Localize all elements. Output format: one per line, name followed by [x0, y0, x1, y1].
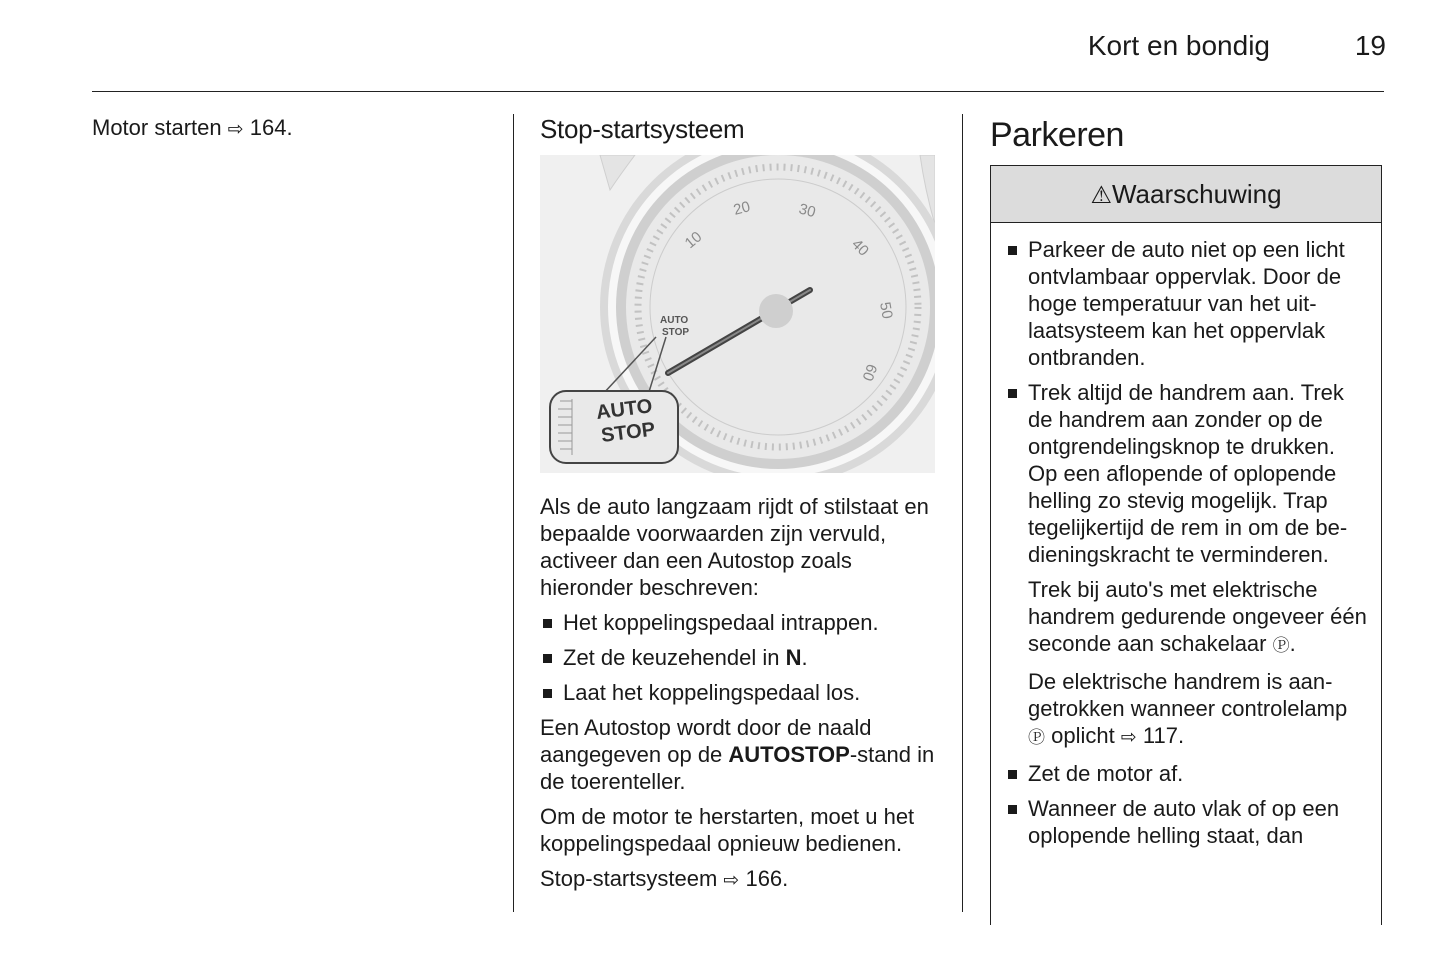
warning-triangle-icon: ⚠	[1090, 181, 1112, 209]
restart-paragraph: Om de motor te herstarten, moet u het koppelingspedaal opnieuw bedienen.	[540, 804, 915, 856]
reference-arrow-icon: ⇨	[1120, 726, 1137, 748]
dial-autostop-label-line1: AUTO	[660, 315, 689, 326]
inset-autostop-label-line2: STOP	[599, 418, 657, 447]
dial-number-40: 40	[848, 235, 872, 260]
warning-item-flammable-surface: Parkeer de auto niet op een licht ontvlambaar oppervlak. Door de hoge temperatuur van het uitlaatsysteem kan het oppervlak ontbranden.	[1005, 236, 1367, 371]
indicator-text-mid: oplicht	[1051, 723, 1115, 748]
dial-autostop-label-line2: STOP	[662, 327, 690, 338]
section-heading-stop-start: Stop-startsysteem	[540, 114, 745, 144]
column-1	[92, 114, 492, 151]
tachometer-illustration	[540, 155, 935, 473]
autostop-text: Een Autostop wordt door de naald aangegeven op de	[540, 715, 872, 767]
column-2	[540, 114, 940, 902]
warning-item-slope: Wanneer de auto vlak of op een oplopende helling staat, dan	[1005, 795, 1367, 849]
page-number: 19	[1354, 30, 1386, 61]
dial-number-50: 50	[876, 300, 896, 321]
header-rule	[92, 91, 1384, 92]
warning-title: Waarschuwing	[1111, 179, 1282, 209]
motor-start-text: Motor starten	[92, 115, 222, 140]
dial-number-20: 20	[731, 198, 753, 219]
dial-number-10: 10	[681, 228, 706, 253]
parking-brake-icon: Ⓟ	[1028, 728, 1045, 748]
autostop-paragraph	[540, 714, 940, 795]
column-3	[990, 114, 1385, 925]
electric-handbrake-indicator	[1005, 668, 1367, 752]
warning-body	[991, 223, 1381, 849]
indicator-page-ref[interactable]: 117.	[1142, 723, 1185, 748]
indicator-text: De elektrische handrem is aangetrokken wanneer controlelamp	[1028, 669, 1348, 721]
stop-start-page-ref[interactable]: 166.	[745, 866, 789, 891]
list-item	[540, 644, 940, 671]
warning-header	[991, 166, 1381, 223]
warning-box	[990, 165, 1382, 925]
column-divider-2	[962, 114, 963, 912]
electric-handbrake-instruction	[1005, 576, 1367, 660]
list-item: Het koppelingspedaal intrappen.	[540, 609, 940, 636]
dial-number-60: 60	[858, 361, 881, 384]
reference-arrow-icon: ⇨	[723, 869, 740, 891]
dial-number-30: 30	[796, 200, 818, 222]
running-header-title: Kort en bondig	[1087, 30, 1270, 61]
electric-handbrake-text: Trek bij auto's met elektrische handrem gedurende ongeveer één seconde aan schakelaar	[1028, 577, 1367, 656]
autostop-bold: AUTOSTOP	[728, 742, 850, 767]
warning-item-handbrake: Trek altijd de handrem aan. Trek de handrem aan zonder op de ontgrendelingsknop te drukken. Op een aflopende of oplopende helling zo stevig mogelijk. Trap tegelijkertijd de rem in om de bedieningskracht te verminderen.	[1005, 379, 1367, 568]
stop-start-reference	[540, 865, 940, 894]
stop-start-intro: Als de auto langzaam rijdt of stilstaat en bepaalde voorwaarden zijn vervuld, activeer dan een Autostop zoals hieronder beschreven:	[540, 494, 929, 600]
column-divider-1	[513, 114, 514, 912]
motor-start-reference	[92, 114, 492, 143]
warning-item-engine-off: Zet de motor af.	[1005, 760, 1367, 787]
parking-brake-icon: Ⓟ	[1272, 636, 1290, 656]
reference-arrow-icon: ⇨	[227, 118, 244, 140]
list-item: Laat het koppelingspedaal los.	[540, 679, 940, 706]
sentence-end: .	[1289, 631, 1296, 656]
gear-n-label: N	[785, 645, 802, 670]
stop-start-ref-text: Stop-startsysteem	[540, 866, 718, 891]
motor-start-page-ref[interactable]: 164.	[249, 115, 293, 140]
autostop-text-end: -stand in de toerenteller.	[540, 742, 935, 794]
section-heading-parkeren: Parkeren	[990, 116, 1124, 154]
inset-autostop-label-line1: AUTO	[594, 395, 654, 424]
list-item-end: .	[801, 645, 808, 670]
list-item-text: Zet de keuzehendel in	[563, 645, 786, 670]
